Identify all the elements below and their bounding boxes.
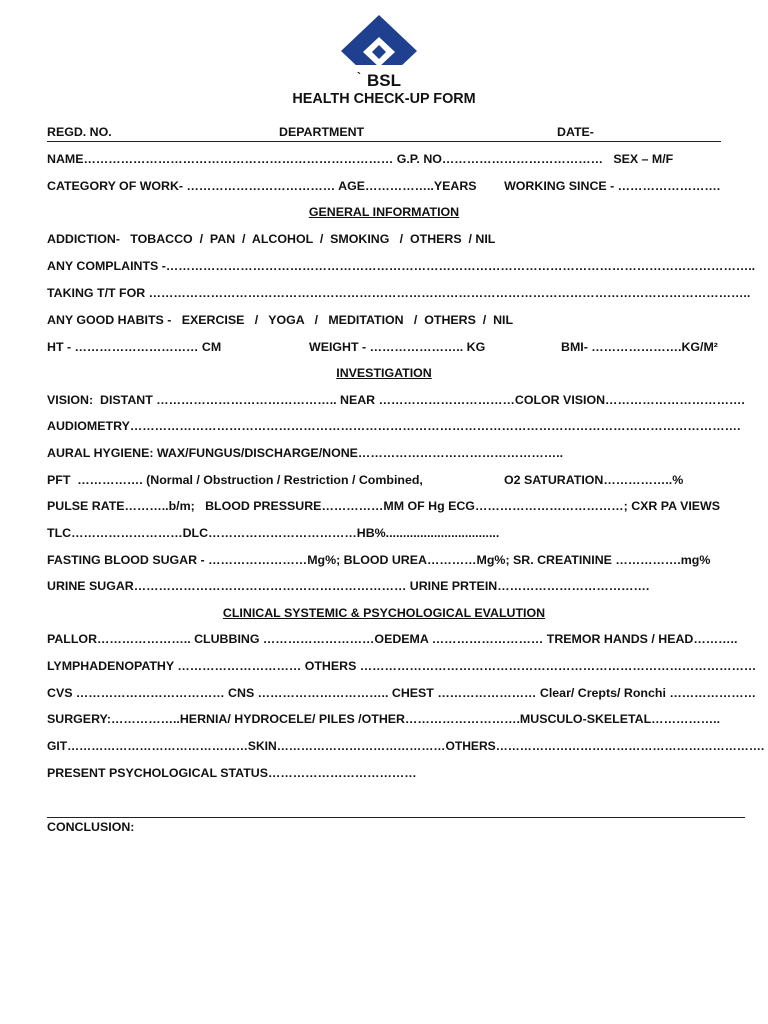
audiometry-line: AUDIOMETRY………………………………………………………………………………………………………………………………….: [47, 419, 741, 433]
section-investigation: INVESTIGATION: [336, 366, 432, 380]
bmi-field: BMI- ………………….KG/M²: [561, 340, 718, 354]
category-line: CATEGORY OF WORK- ……………………………… AGE……………..YEARS WORKING SINCE - …………………….: [47, 179, 721, 193]
tlc-line: TLC………………………DLC………………………………HB%.................................: [47, 526, 500, 540]
aural-hygiene-line: AURAL HYGIENE: WAX/FUNGUS/DISCHARGE/NONE…………………………………………..: [47, 446, 564, 460]
height-field: HT - ………………………… CM: [47, 340, 222, 354]
weight-field: WEIGHT - ………………….. KG: [309, 340, 486, 354]
psychological-status-line: PRESENT PSYCHOLOGICAL STATUS………………………………: [47, 766, 417, 780]
name-line: NAME………………………………………………………………… G.P. NO………………………………… SEX – M/F: [47, 152, 674, 166]
org-name: BSL: [367, 71, 401, 90]
conclusion-label: CONCLUSION:: [47, 820, 135, 834]
lymphadenopathy-line: LYMPHADENOPATHY ………………………… OTHERS ……………………………………………………………………………………: [47, 659, 757, 673]
pft-line: PFT ……………. (Normal / Obstruction / Restriction / Combined,: [47, 473, 423, 487]
logo-tick-mark: `: [357, 70, 361, 84]
header-rule: [47, 141, 721, 142]
regd-no-label: REGD. NO.: [47, 125, 112, 139]
conclusion-rule: [47, 817, 745, 818]
cvs-line: CVS ……………………………… CNS ………………………….. CHEST …………………… Clear/ Crepts/ Ronchi …………………: [47, 686, 757, 700]
good-habits-line: ANY GOOD HABITS - EXERCISE / YOGA / MEDITATION / OTHERS / NIL: [47, 313, 514, 327]
date-label: DATE-: [557, 125, 594, 139]
addiction-line: ADDICTION- TOBACCO / PAN / ALCOHOL / SMOKING / OTHERS / NIL: [47, 232, 496, 246]
section-clinical-evaluation: CLINICAL SYSTEMIC & PSYCHOLOGICAL EVALUTION: [222, 606, 546, 620]
section-general-information: GENERAL INFORMATION: [308, 205, 460, 219]
blood-sugar-line: FASTING BLOOD SUGAR - ……………………Mg%; BLOOD UREA…………Mg%; SR. CREATININE …………….mg%: [47, 553, 711, 567]
bsl-diamond-logo: [339, 13, 419, 75]
department-label: DEPARTMENT: [279, 125, 365, 139]
urine-line: URINE SUGAR………………………………………………………… URINE PRTEIN……………………………….: [47, 579, 650, 593]
pulse-bp-line: PULSE RATE………..b/m; BLOOD PRESSURE……………MM OF Hg ECG………………………………; CXR PA VIEWS: [47, 499, 721, 513]
pallor-line: PALLOR………………….. CLUBBING ………………………OEDEMA ……………………… TREMOR HANDS / HEAD………..: [47, 632, 738, 646]
vision-line: VISION: DISTANT …………………………………….. NEAR ……………………………COLOR VISION…………………………….: [47, 393, 745, 407]
o2-saturation-field: O2 SATURATION……………..%: [504, 473, 684, 487]
surgery-line: SURGERY:……………..HERNIA/ HYDROCELE/ PILES /OTHER……………………….MUSCULO-SKELETAL……………..: [47, 712, 721, 726]
git-line: GIT………………………………………SKIN……………………………………OTHERS………………………………………………………….: [47, 739, 765, 753]
complaints-line: ANY COMPLAINTS -……………………………………………………………………………………………………………………………..: [47, 259, 756, 273]
taking-tt-line: TAKING T/T FOR ………………………………………………………………………………………………………………………………..: [47, 286, 751, 300]
form-title: HEALTH CHECK-UP FORM: [292, 91, 476, 107]
